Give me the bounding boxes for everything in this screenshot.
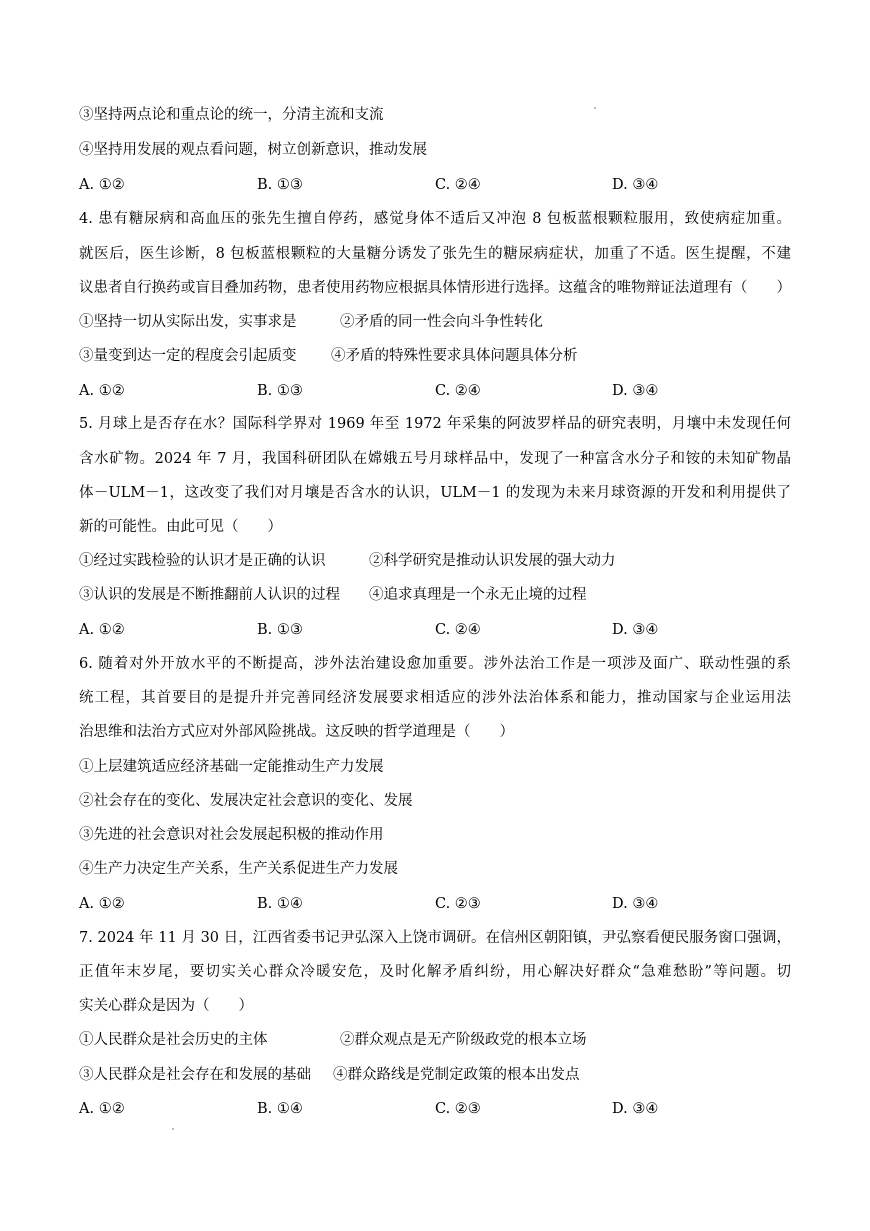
q5-option-2: ②科学研究是推动认识发展的强大动力: [369, 553, 616, 569]
q4-stem-line-1: 4. 患有糖尿病和高血压的张先生擅自停药，感觉身体不适后又冲泡 8 包板蓝根颗粒服用，致使病症加重。: [79, 211, 791, 227]
answer-c[interactable]: C. ②④: [435, 177, 481, 193]
q6-option-4: ④生产力决定生产关系，生产关系促进生产力发展: [79, 861, 398, 877]
answer-d[interactable]: D. ③④: [612, 1101, 659, 1117]
q6-stem-line-3: 治思维和法治方式应对外部风险挑战。这反映的哲学道理是（ ）: [79, 724, 514, 740]
q5-stem-line-1: 5. 月球上是否存在水？国际科学界对 1969 年至 1972 年采集的阿波罗样品的研究表明，月壤中未发现任何: [79, 416, 791, 432]
scan-speck: [172, 1128, 174, 1130]
q5-option-4: ④追求真理是一个永无止境的过程: [369, 587, 587, 603]
answer-c[interactable]: C. ②④: [435, 383, 481, 399]
q3-option-3: ③坚持两点论和重点论的统一，分清主流和支流: [79, 107, 384, 123]
answer-b[interactable]: B. ①③: [257, 383, 303, 399]
answer-b[interactable]: B. ①③: [257, 622, 303, 638]
answer-d[interactable]: D. ③④: [612, 177, 659, 193]
q7-option-3: ③人民群众是社会存在和发展的基础: [79, 1067, 311, 1083]
q6-option-2: ②社会存在的变化、发展决定社会意识的变化、发展: [79, 793, 413, 809]
answer-b[interactable]: B. ①④: [257, 896, 303, 912]
q5-option-3: ③认识的发展是不断推翻前人认识的过程: [79, 587, 340, 603]
q7-stem-line-2: 正值年末岁尾，要切实关心群众冷暖安危，及时化解矛盾纠纷，用心解决好群众“急难愁盼”等问题。切: [79, 964, 791, 980]
q5-stem-line-3: 体－ULM－1，这改变了我们对月壤是否含水的认识，ULM－1 的发现为未来月球资源的开发和利用提供了: [79, 485, 791, 501]
q7-stem-line-3: 实关心群众是因为（ ）: [79, 998, 253, 1014]
answer-a[interactable]: A. ①②: [79, 1101, 125, 1117]
q4-stem-line-3: 议患者自行换药或盲目叠加药物，患者使用药物应根据具体情形进行选择。这蕴含的唯物辩证法道理有（ ）: [79, 280, 791, 296]
answer-d[interactable]: D. ③④: [612, 622, 659, 638]
q4-option-1: ①坚持一切从实际出发，实事求是: [79, 314, 297, 330]
answer-d[interactable]: D. ③④: [612, 896, 659, 912]
q4-stem-line-2: 就医后，医生诊断，8 包板蓝根颗粒的大量糖分诱发了张先生的糖尿病症状，加重了不适。医生提醒，不建: [79, 246, 791, 262]
q7-stem-line-1: 7. 2024 年 11 月 30 日，江西省委书记尹弘深入上饶市调研。在信州区朝阳镇，尹弘察看便民服务窗口强调，: [79, 930, 791, 946]
q6-stem-line-1: 6. 随着对外开放水平的不断提高，涉外法治建设愈加重要。涉外法治工作是一项涉及面广、联动性强的系: [79, 656, 791, 672]
answer-c[interactable]: C. ②③: [435, 896, 481, 912]
q5-stem-line-2: 含水矿物。2024 年 7 月，我国科研团队在嫦娥五号月球样品中，发现了一种富含水分子和铵的未知矿物晶: [79, 451, 791, 467]
answer-a[interactable]: A. ①②: [79, 177, 125, 193]
q4-option-4: ④矛盾的特殊性要求具体问题具体分析: [331, 348, 578, 364]
answer-c[interactable]: C. ②④: [435, 622, 481, 638]
q5-option-1: ①经过实践检验的认识才是正确的认识: [79, 553, 326, 569]
q5-stem-line-4: 新的可能性。由此可见（ ）: [79, 519, 282, 535]
q6-stem-line-2: 统工程，其首要目的是提升并完善同经济发展要求相适应的涉外法治体系和能力，推动国家与企业运用法: [79, 690, 791, 706]
q3-option-4: ④坚持用发展的观点看问题，树立创新意识，推动发展: [79, 142, 427, 158]
answer-a[interactable]: A. ①②: [79, 383, 125, 399]
q7-option-2: ②群众观点是无产阶级政党的根本立场: [340, 1032, 587, 1048]
answer-c[interactable]: C. ②③: [435, 1101, 481, 1117]
q7-option-1: ①人民群众是社会历史的主体: [79, 1032, 268, 1048]
q6-option-1: ①上层建筑适应经济基础一定能推动生产力发展: [79, 759, 384, 775]
q6-option-3: ③先进的社会意识对社会发展起积极的推动作用: [79, 827, 384, 843]
answer-d[interactable]: D. ③④: [612, 383, 659, 399]
answer-a[interactable]: A. ①②: [79, 896, 125, 912]
answer-b[interactable]: B. ①④: [257, 1101, 303, 1117]
q4-option-3: ③量变到达一定的程度会引起质变: [79, 348, 297, 364]
q4-option-2: ②矛盾的同一性会向斗争性转化: [340, 314, 543, 330]
answer-b[interactable]: B. ①③: [257, 177, 303, 193]
answer-a[interactable]: A. ①②: [79, 622, 125, 638]
scan-speck: [594, 107, 596, 109]
q7-option-4: ④群众路线是党制定政策的根本出发点: [333, 1067, 580, 1083]
